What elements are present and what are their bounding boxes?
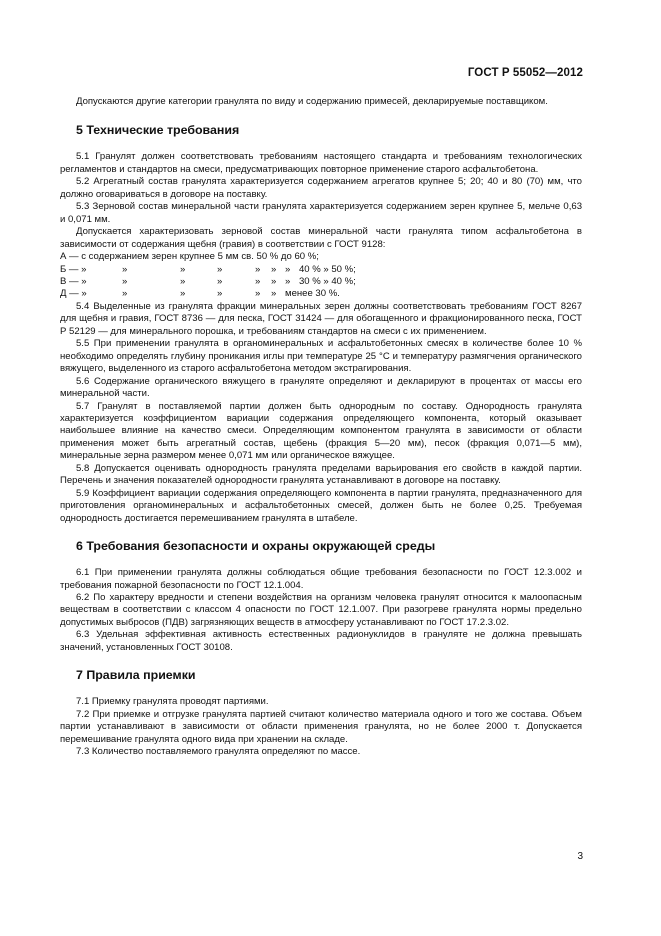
ditto-mark: »: [271, 275, 277, 287]
paragraph-7-1: 7.1 Приемку гранулята проводят партиями.: [76, 696, 269, 708]
ditto-mark: »: [122, 263, 128, 275]
list-item-b: [60, 264, 582, 276]
list-value: 30 % » 40 %;: [299, 275, 356, 287]
ditto-mark: »: [255, 288, 261, 300]
list-value: менее 30 %.: [285, 288, 340, 300]
ditto-mark: »: [285, 275, 291, 287]
list-letter: В — »: [60, 275, 87, 287]
ditto-mark: »: [271, 288, 277, 300]
ditto-mark: »: [180, 263, 186, 275]
ditto-mark: »: [271, 263, 277, 275]
ditto-mark: »: [217, 275, 223, 287]
ditto-mark: »: [180, 275, 186, 287]
document-id: ГОСТ Р 55052—2012: [467, 67, 583, 79]
paragraph-5-7: 5.7 Гранулят в поставляемой партии должен быть однородным по составу. Однородность гранулята характеризуется коэффициентом вариации содержания определяющего компонента, который оказывает наибольшее влияние на качество смеси. Определяющим компонентом гранулята в зависимости от области применения может быть агрегатный состав, щебень (фракция 5—20 мм), песок (фракция 0,071—5 мм), минеральные зерна размером менее 0,071 мм или органическое вяжущее.: [60, 400, 582, 462]
list-item-v: [60, 276, 582, 288]
ditto-mark: »: [217, 288, 223, 300]
page-number: 3: [577, 851, 583, 862]
paragraph-6-1: 6.1 При применении гранулята должны соблюдаться общие требования безопасности по ГОСТ 12.3.002 и требования пожарной безопасности по ГОСТ 12.1.004.: [60, 567, 582, 591]
list-letter: Д — »: [60, 288, 87, 300]
ditto-mark: »: [255, 263, 261, 275]
ditto-mark: »: [122, 288, 128, 300]
list-value: 40 % » 50 %;: [299, 263, 356, 275]
list-letter: Б — »: [60, 263, 87, 275]
paragraph-5-8: 5.8 Допускается оценивать однородность гранулята пределами варьирования его свойств в каждой партии. Перечень и значения показателей однородности гранулята устанавливают в договоре на поставку.: [60, 462, 582, 487]
paragraph-7-3: 7.3 Количество поставляемого гранулята определяют по массе.: [76, 746, 361, 758]
ditto-mark: »: [255, 275, 261, 287]
ditto-mark: »: [180, 288, 186, 300]
list-item-a: [60, 251, 582, 263]
ditto-mark: »: [122, 275, 128, 287]
page-content: [60, 96, 582, 758]
paragraph-5-1: 5.1 Гранулят должен соответствовать требованиям настоящего стандарта и требованиям технологических регламентов и стандартов на смеси, предусматривающих повторное применение старого асфальтобетона.: [60, 151, 582, 175]
paragraph-5-2: 5.2 Агрегатный состав гранулята характеризуется содержанием агрегатов крупнее 5; 20; 40 и 80 (70) мм, что должно оговариваться в договоре на поставку.: [60, 176, 582, 200]
ditto-mark: »: [217, 263, 223, 275]
section-7-title: 7 Правила приемки: [76, 668, 196, 683]
paragraph-6-3: 6.3 Удельная эффективная активность естественных радионуклидов в грануляте не должна превышать значений, установленных ГОСТ 30108.: [60, 629, 582, 653]
paragraph-5-3: 5.3 Зерновой состав минеральной части гранулята характеризуется содержанием зерен крупнее 5, мельче 0,63 и 0,071 мм.: [60, 201, 582, 225]
paragraph-7-2: 7.2 При приемке и отгрузке гранулята партией считают количество материала одного и того же состава. Объем партии устанавливают в зависимости от области применения гранулята, но не более 2000 т. Допускается перемешивание гранулята одного вида при хранении на складе.: [60, 708, 582, 745]
list-item-d: [60, 288, 582, 300]
intro-paragraph: Допускаются другие категории гранулята по виду и содержанию примесей, декларируемые поставщиком.: [76, 96, 548, 107]
paragraph-5-9: 5.9 Коэффициент вариации содержания определяющего компонента в партии гранулята, предназначенного для приготовления органоминеральных и асфальтобетонных смесей, должен быть не более 0,25. Требуемая однородность достигается перемешиванием гранулята в штабеле.: [60, 487, 582, 524]
paragraph-6-2: 6.2 По характеру вредности и степени воздействия на организм человека гранулят относится к малоопасным веществам в соответствии с классом 4 опасности по ГОСТ 12.1.007. При разогреве гранулята нормы предельно допустимых выбросов (ПДВ) загрязняющих веществ в атмосферу устанавливают по ГОСТ 17.2.3.02.: [60, 591, 582, 628]
paragraph-5-6: 5.6 Содержание органического вяжущего в грануляте определяют и декларируют в процентах от массы его минеральной части.: [60, 375, 582, 400]
section-6-title: 6 Требования безопасности и охраны окружающей среды: [76, 539, 436, 554]
ditto-mark: »: [285, 263, 291, 275]
section-5-title: 5 Технические требования: [76, 123, 240, 138]
paragraph-5-4: 5.4 Выделенные из гранулята фракции минеральных зерен должны соответствовать требованиям ГОСТ 8267 для щебня и гравия, ГОСТ 8736 — для песка, ГОСТ 31424 — для обогащенного и фракционированного песка, ГОСТ Р 52129 — для минерального порошка, и требованиям стандартов на смеси с их применением.: [60, 300, 582, 337]
paragraph-types: Допускается характеризовать зерновой состав минеральной части гранулята типом асфальтобетона в зависимости от содержания щебня (гравия) в соответствии с ГОСТ 9128:: [60, 226, 582, 250]
paragraph-5-5: 5.5 При применении гранулята в органоминеральных и асфальтобетонных смесях в количестве более 10 % необходимо определять глубину проникания иглы при температуре 25 °С и температуру размягчения органического вяжущего, выделенного из старого асфальтобетона методом экстрагирования.: [60, 338, 582, 375]
list-item-a-text: А — с содержанием зерен крупнее 5 мм св. 50 % до 60 %;: [60, 251, 319, 263]
